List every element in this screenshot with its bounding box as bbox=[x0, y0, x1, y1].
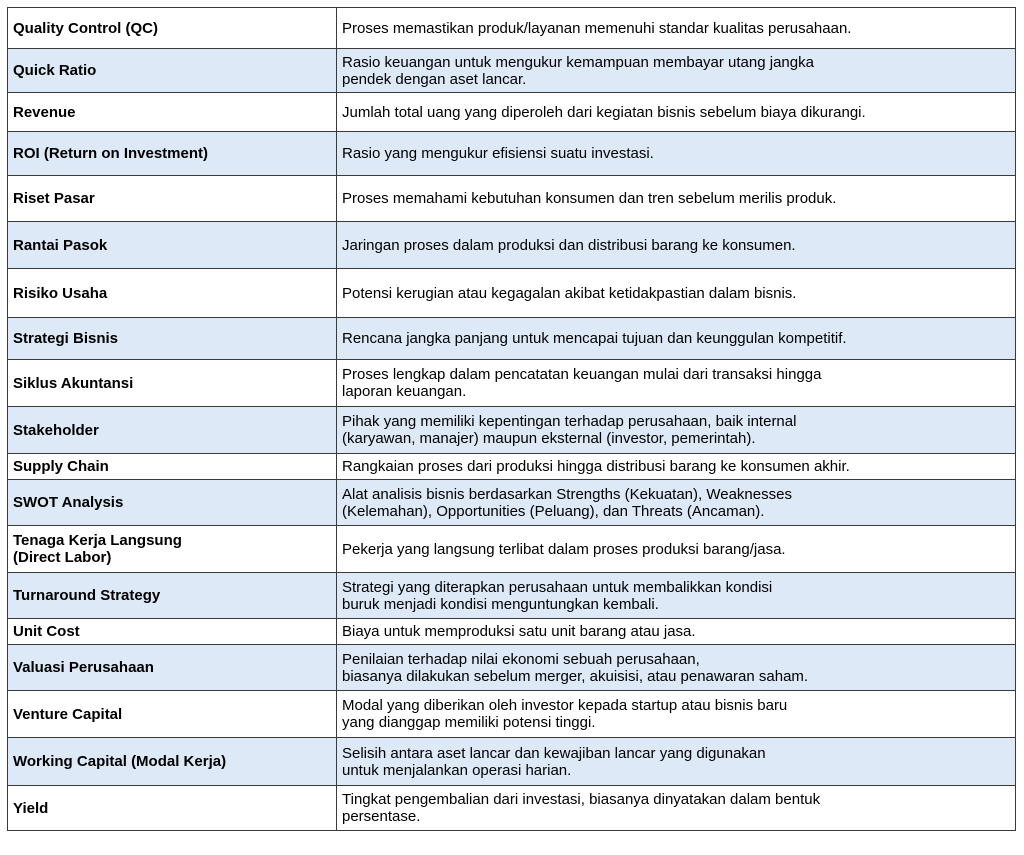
table-row bbox=[8, 454, 1016, 480]
term-cell: Supply Chain bbox=[8, 454, 337, 480]
definition-cell: Potensi kerugian atau kegagalan akibat ketidakpastian dalam bisnis. bbox=[337, 269, 1016, 318]
term-cell: Unit Cost bbox=[8, 619, 337, 645]
definition-cell: Proses lengkap dalam pencatatan keuangan mulai dari transaksi hingga laporan keuangan. bbox=[337, 360, 1016, 407]
term-cell: Revenue bbox=[8, 93, 337, 132]
definition-cell: Pihak yang memiliki kepentingan terhadap perusahaan, baik internal (karyawan, manajer) maupun eksternal (investor, pemerintah). bbox=[337, 407, 1016, 454]
table-row bbox=[8, 619, 1016, 645]
term-cell: Working Capital (Modal Kerja) bbox=[8, 738, 337, 786]
table-row bbox=[8, 407, 1016, 454]
definition-cell: Rasio yang mengukur efisiensi suatu investasi. bbox=[337, 132, 1016, 176]
table-row bbox=[8, 786, 1016, 831]
term-cell: Venture Capital bbox=[8, 691, 337, 738]
glossary-table bbox=[7, 7, 1016, 831]
table-row bbox=[8, 222, 1016, 269]
term-cell: Turnaround Strategy bbox=[8, 573, 337, 619]
definition-cell: Jumlah total uang yang diperoleh dari kegiatan bisnis sebelum biaya dikurangi. bbox=[337, 93, 1016, 132]
table-row bbox=[8, 573, 1016, 619]
definition-cell: Biaya untuk memproduksi satu unit barang atau jasa. bbox=[337, 619, 1016, 645]
table-row bbox=[8, 480, 1016, 526]
definition-cell: Jaringan proses dalam produksi dan distribusi barang ke konsumen. bbox=[337, 222, 1016, 269]
term-cell: Strategi Bisnis bbox=[8, 318, 337, 360]
table-row bbox=[8, 645, 1016, 691]
definition-cell: Pekerja yang langsung terlibat dalam proses produksi barang/jasa. bbox=[337, 526, 1016, 573]
definition-cell: Rangkaian proses dari produksi hingga distribusi barang ke konsumen akhir. bbox=[337, 454, 1016, 480]
table-row bbox=[8, 49, 1016, 93]
table-row bbox=[8, 526, 1016, 573]
glossary-body bbox=[8, 8, 1016, 831]
table-row bbox=[8, 8, 1016, 49]
definition-cell: Proses memahami kebutuhan konsumen dan tren sebelum merilis produk. bbox=[337, 176, 1016, 222]
definition-cell: Selisih antara aset lancar dan kewajiban lancar yang digunakan untuk menjalankan operasi harian. bbox=[337, 738, 1016, 786]
term-cell: Yield bbox=[8, 786, 337, 831]
term-cell: Rantai Pasok bbox=[8, 222, 337, 269]
definition-cell: Modal yang diberikan oleh investor kepada startup atau bisnis baru yang dianggap memiliki potensi tinggi. bbox=[337, 691, 1016, 738]
definition-cell: Penilaian terhadap nilai ekonomi sebuah perusahaan, biasanya dilakukan sebelum merger, akuisisi, atau penawaran saham. bbox=[337, 645, 1016, 691]
term-cell: Siklus Akuntansi bbox=[8, 360, 337, 407]
table-row bbox=[8, 176, 1016, 222]
term-cell: SWOT Analysis bbox=[8, 480, 337, 526]
definition-cell: Rencana jangka panjang untuk mencapai tujuan dan keunggulan kompetitif. bbox=[337, 318, 1016, 360]
definition-cell: Alat analisis bisnis berdasarkan Strengths (Kekuatan), Weaknesses (Kelemahan), Opportunities (Peluang), dan Threats (Ancaman). bbox=[337, 480, 1016, 526]
definition-cell: Tingkat pengembalian dari investasi, biasanya dinyatakan dalam bentuk persentase. bbox=[337, 786, 1016, 831]
table-row bbox=[8, 269, 1016, 318]
table-row bbox=[8, 360, 1016, 407]
definition-cell: Rasio keuangan untuk mengukur kemampuan membayar utang jangka pendek dengan aset lancar. bbox=[337, 49, 1016, 93]
term-cell: Riset Pasar bbox=[8, 176, 337, 222]
table-row bbox=[8, 93, 1016, 132]
term-cell: Quality Control (QC) bbox=[8, 8, 337, 49]
term-cell: Stakeholder bbox=[8, 407, 337, 454]
term-cell: Tenaga Kerja Langsung (Direct Labor) bbox=[8, 526, 337, 573]
definition-cell: Proses memastikan produk/layanan memenuhi standar kualitas perusahaan. bbox=[337, 8, 1016, 49]
table-row bbox=[8, 691, 1016, 738]
term-cell: Risiko Usaha bbox=[8, 269, 337, 318]
term-cell: Quick Ratio bbox=[8, 49, 337, 93]
term-cell: ROI (Return on Investment) bbox=[8, 132, 337, 176]
table-row bbox=[8, 318, 1016, 360]
table-row bbox=[8, 132, 1016, 176]
table-row bbox=[8, 738, 1016, 786]
definition-cell: Strategi yang diterapkan perusahaan untuk membalikkan kondisi buruk menjadi kondisi menguntungkan kembali. bbox=[337, 573, 1016, 619]
term-cell: Valuasi Perusahaan bbox=[8, 645, 337, 691]
